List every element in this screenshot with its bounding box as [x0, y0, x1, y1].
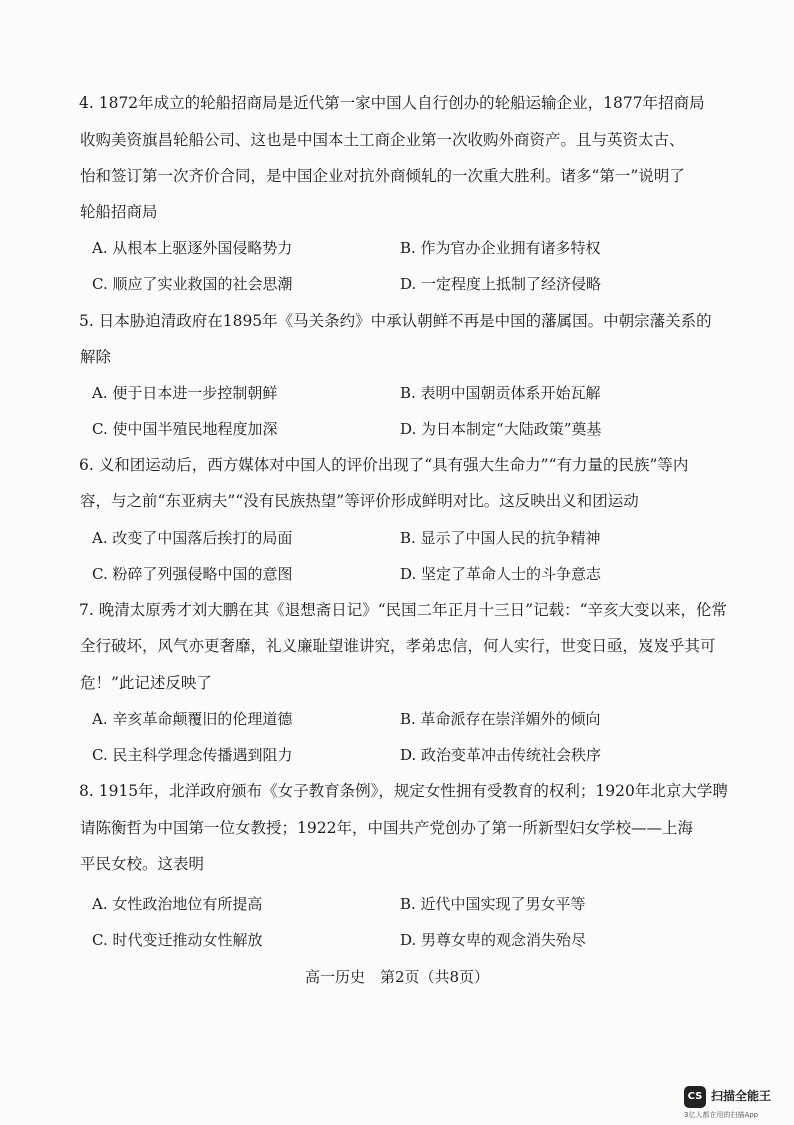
watermark-title: 扫描全能王 — [711, 1089, 772, 1103]
question-stem-line: 容，与之前“东亚病夫”“没有民族热望”等评价形成鲜明对比。这反映出义和团运动 — [80, 492, 639, 510]
question-stem-line: 4. 1872年成立的轮船招商局是近代第一家中国人自行创办的轮船运输企业，1877年招商局 — [79, 94, 705, 112]
option-c: C. 时代变迁推动女性解放 — [92, 931, 263, 949]
option-b: B. 表明中国朝贡体系开始瓦解 — [400, 384, 601, 402]
watermark-subtitle: 3亿人都在用的扫描App — [684, 1111, 759, 1119]
option-a: A. 女性政治地位有所提高 — [92, 895, 263, 913]
option-b: B. 显示了中国人民的抗争精神 — [400, 529, 601, 547]
page-footer: 高一历史 第2页（共8页） — [304, 968, 490, 986]
option-a: A. 改变了中国落后挨打的局面 — [92, 529, 293, 547]
option-a: A. 便于日本进一步控制朝鲜 — [92, 384, 278, 402]
option-c: C. 民主科学理念传播遇到阻力 — [92, 746, 293, 764]
option-c: C. 粉碎了列强侵略中国的意图 — [92, 565, 293, 583]
option-b: B. 革命派存在崇洋媚外的倾向 — [400, 710, 601, 728]
scanner-watermark — [684, 1084, 788, 1118]
option-c: C. 顺应了实业救国的社会思潮 — [92, 275, 293, 293]
question-stem-line: 5. 日本胁迫清政府在1895年《马关条约》中承认朝鲜不再是中国的藩属国。中朝宗藩关系的 — [79, 312, 712, 330]
question-stem-line: 解除 — [80, 348, 112, 366]
question-stem-line: 7. 晚清太原秀才刘大鹏在其《退想斋日记》“民国二年正月十三日”记载：“辛亥大变以来，伦常 — [79, 601, 727, 619]
option-d: D. 一定程度上抵制了经济侵略 — [400, 275, 602, 293]
option-a: A. 从根本上驱逐外国侵略势力 — [92, 239, 293, 257]
option-d: D. 为日本制定“大陆政策”奠基 — [400, 420, 602, 438]
option-d: D. 政治变革冲击传统社会秩序 — [400, 746, 602, 764]
question-stem-line: 轮船招商局 — [80, 203, 158, 221]
option-d: D. 男尊女卑的观念消失殆尽 — [400, 931, 587, 949]
question-stem-line: 平民女校。这表明 — [80, 855, 205, 873]
question-stem-line: 6. 义和团运动后，西方媒体对中国人的评价出现了“具有强大生命力”“有力量的民族”等内 — [79, 456, 689, 474]
question-stem-line: 怡和签订第一次齐价合同，是中国企业对抗外商倾轧的一次重大胜利。诸多“第一”说明了 — [80, 167, 685, 185]
question-stem-line: 请陈衡哲为中国第一位女教授；1922年，中国共产党创办了第一所新型妇女学校——上海 — [80, 819, 693, 837]
option-c: C. 使中国半殖民地程度加深 — [92, 420, 278, 438]
camscanner-logo-icon: CS — [684, 1086, 706, 1108]
option-a: A. 辛亥革命颠覆旧的伦理道德 — [92, 710, 293, 728]
option-b: B. 作为官办企业拥有诸多特权 — [400, 239, 601, 257]
option-b: B. 近代中国实现了男女平等 — [400, 895, 586, 913]
question-stem-line: 8. 1915年，北洋政府颁布《女子教育条例》，规定女性拥有受教育的权利；1920年北京大学聘 — [79, 782, 728, 800]
question-stem-line: 收购美资旗昌轮船公司、这也是中国本土工商企业第一次收购外商资产。且与英资太古、 — [80, 131, 685, 149]
question-stem-line: 危！”此记述反映了 — [80, 674, 212, 692]
question-stem-line: 全行破坏，风气亦更奢靡，礼义廉耻望谁讲究，孝弟忠信，何人实行，世变日亟，岌岌乎其可 — [80, 637, 716, 655]
option-d: D. 坚定了革命人士的斗争意志 — [400, 565, 602, 583]
